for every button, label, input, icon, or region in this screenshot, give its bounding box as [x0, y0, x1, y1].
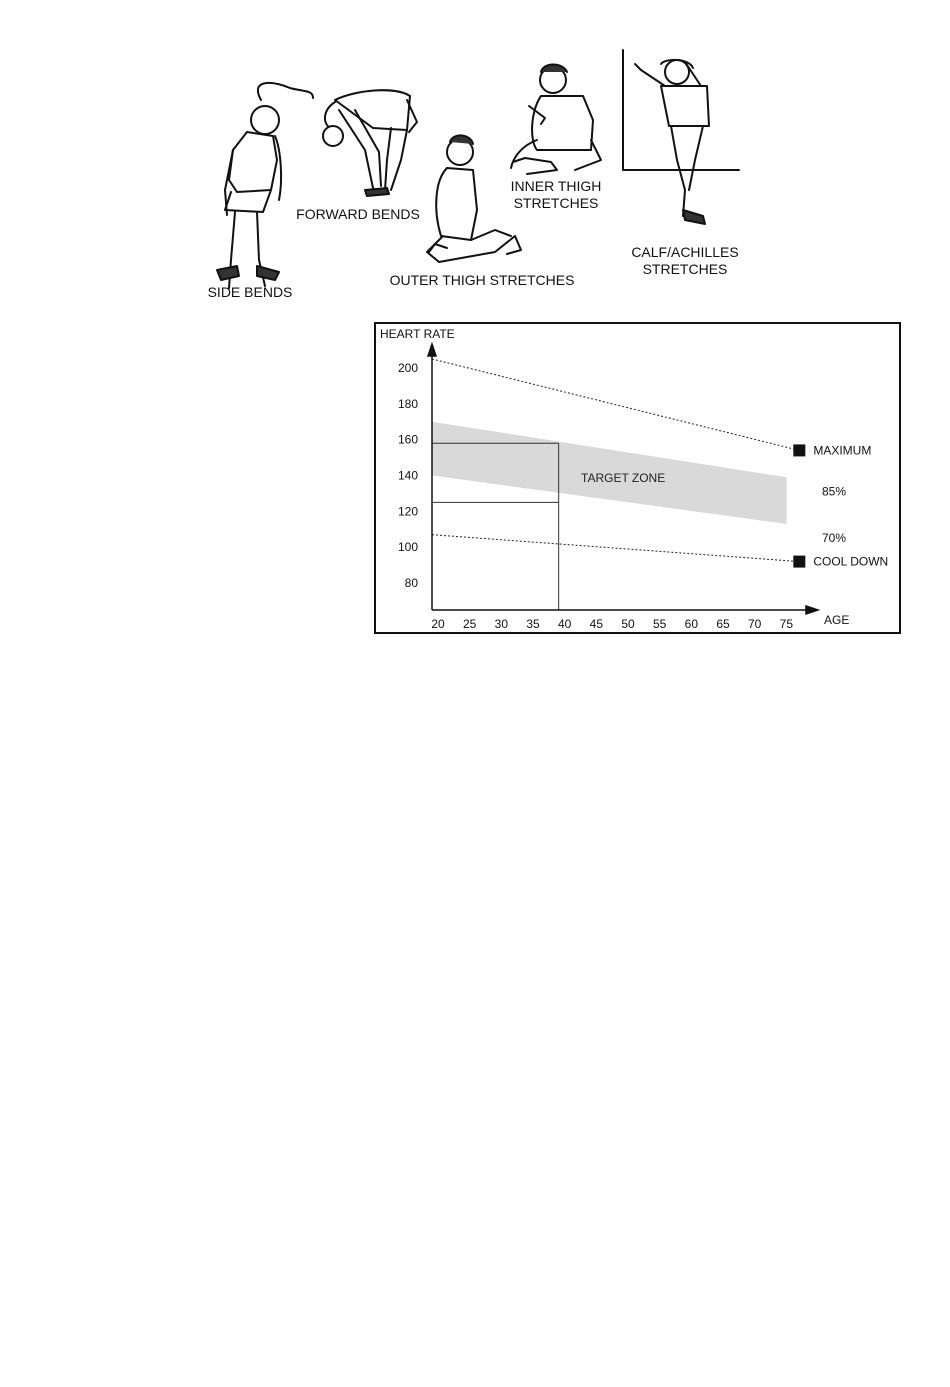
series-marker-cool-down [793, 556, 805, 568]
caption-calf-line1: CALF/ACHILLES [631, 244, 739, 260]
heart-rate-chart-svg [376, 324, 899, 632]
x-tick-label: 65 [716, 617, 730, 631]
y-tick-label: 180 [397, 396, 418, 411]
x-tick-label: 50 [621, 617, 635, 631]
forward-bend-figure [323, 90, 417, 196]
x-tick-label: 20 [431, 617, 445, 631]
x-tick-label: 40 [557, 617, 572, 631]
caption-calf-achilles [622, 244, 748, 278]
x-tick-label: 75 [779, 617, 794, 631]
caption-inner-thigh-line2: STRETCHES [513, 195, 599, 211]
x-tick-label: 45 [589, 617, 604, 631]
side-bend-figure [217, 83, 313, 288]
y-tick-label: 200 [397, 360, 418, 375]
y-tick-label: 140 [397, 468, 418, 483]
caption-inner-thigh-line1: INNER THIGH [510, 178, 602, 194]
y-tick-label: 120 [397, 504, 418, 519]
y-tick-label: 80 [404, 576, 418, 591]
caption-side-bends: SIDE BENDS [207, 284, 293, 300]
caption-inner-thigh [496, 178, 616, 212]
series-label-70-: 70% [822, 530, 847, 545]
inner-thigh-figure [511, 65, 601, 175]
y-tick-label: 100 [397, 540, 418, 555]
calf-stretch-figure [623, 50, 739, 224]
x-tick-label: 55 [652, 617, 667, 631]
y-axis-label: HEART RATE [380, 327, 455, 341]
series-line-cool-down [432, 535, 799, 562]
series-marker-maximum [793, 444, 805, 456]
x-axis-label: AGE [824, 613, 850, 627]
y-axis-arrow [428, 344, 436, 356]
x-tick-label: 25 [462, 617, 477, 631]
x-tick-label: 70 [747, 617, 762, 631]
x-tick-label: 60 [684, 617, 699, 631]
caption-forward-bends: FORWARD BENDS [296, 206, 420, 222]
y-tick-label: 160 [397, 432, 418, 447]
caption-outer-thigh: OUTER THIGH STRETCHES [389, 272, 575, 288]
x-tick-label: 35 [526, 617, 540, 631]
heart-rate-chart [374, 322, 901, 634]
series-label-85-: 85% [822, 484, 847, 499]
target-zone-label: TARGET ZONE [581, 471, 666, 485]
series-label-maximum: MAXIMUM [813, 443, 872, 458]
series-label-cool-down: COOL DOWN [813, 554, 889, 569]
caption-calf-line2: STRETCHES [642, 261, 728, 277]
x-axis-arrow [806, 606, 818, 614]
x-tick-label: 30 [494, 617, 509, 631]
